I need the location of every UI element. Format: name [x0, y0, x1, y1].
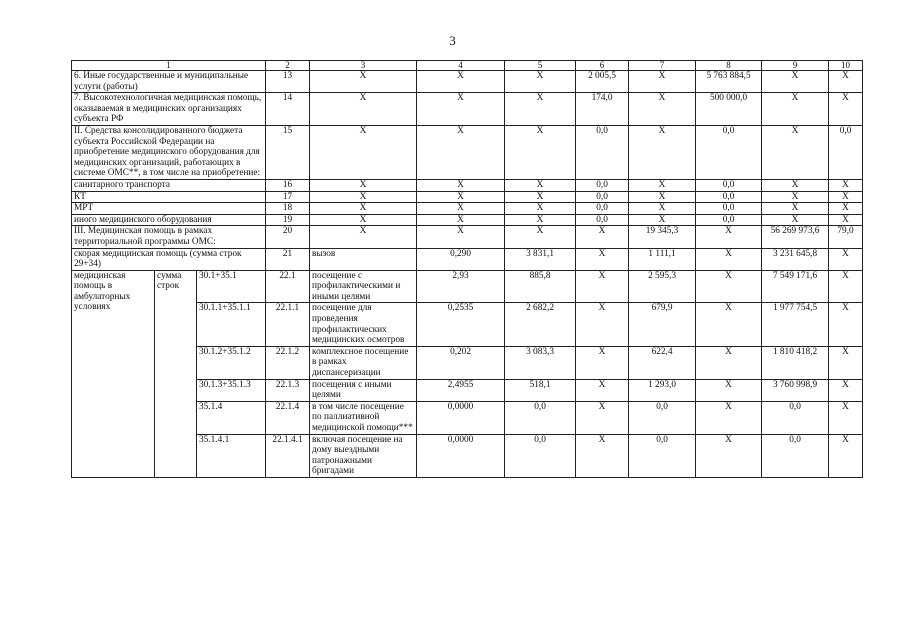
table-cell: X [629, 179, 696, 191]
table-cell: X [762, 214, 829, 226]
table-cell: X [696, 270, 762, 303]
table-row [72, 214, 863, 226]
row-number: 20 [266, 226, 310, 248]
table-cell: X [829, 191, 863, 203]
unit-cell: посещения с иными целями [310, 379, 417, 401]
table-cell: X [829, 434, 863, 477]
row-number: 16 [266, 179, 310, 191]
table-cell: X [696, 401, 762, 434]
table-cell: X [762, 191, 829, 203]
table-row [72, 93, 863, 126]
table-cell: 0,0 [829, 125, 863, 179]
table-cell: X [629, 125, 696, 179]
table-cell: 2 682,2 [505, 303, 576, 346]
table-cell: 0,0 [696, 179, 762, 191]
table-cell: X [629, 71, 696, 93]
table-cell: X [762, 203, 829, 215]
table-cell: 3 231 645,8 [762, 248, 829, 270]
table-cell: 0,0 [629, 401, 696, 434]
table-cell: X [762, 125, 829, 179]
unit-cell: посещение с профилактическими и иными целями [310, 270, 417, 303]
row-number: 22.1.1 [266, 303, 310, 346]
table-cell: X [505, 191, 576, 203]
header-row [72, 61, 863, 71]
row-number: 15 [266, 125, 310, 179]
medical-budget-table [71, 60, 863, 478]
table-cell: 0,0 [576, 125, 629, 179]
table-cell: 0,0 [576, 191, 629, 203]
table-row [72, 203, 863, 215]
row-number: 19 [266, 214, 310, 226]
table-cell: 0,0 [576, 214, 629, 226]
row-number: 22.1 [266, 270, 310, 303]
table-cell: X [696, 303, 762, 346]
column-header: 9 [762, 61, 829, 71]
row-formula: 30.1.2+35.1.2 [197, 346, 266, 379]
table-cell: 0,0 [576, 179, 629, 191]
column-header: 6 [576, 61, 629, 71]
column-header: 7 [629, 61, 696, 71]
table-cell: X [576, 346, 629, 379]
table-cell: X [576, 401, 629, 434]
table-cell: 3 831,1 [505, 248, 576, 270]
table-cell: 5 763 884,5 [696, 71, 762, 93]
table-cell: 518,1 [505, 379, 576, 401]
row-formula: 35.1.4 [197, 401, 266, 434]
section-label: медицинская помощь в амбулаторных условиях [72, 270, 155, 477]
table-cell: 0,0 [576, 203, 629, 215]
row-formula: 30.1+35.1 [197, 270, 266, 303]
table-cell: 0,0 [696, 191, 762, 203]
table-cell: 0,0 [696, 214, 762, 226]
table-cell: X [417, 214, 505, 226]
row-label: санитарного транспорта [72, 179, 266, 191]
column-header: 5 [505, 61, 576, 71]
table-cell: X [576, 379, 629, 401]
table-cell: X [417, 93, 505, 126]
table-cell: X [310, 179, 417, 191]
table-cell: 500 000,0 [696, 93, 762, 126]
unit-cell: включая посещение на дому выездными патронажными бригадами [310, 434, 417, 477]
table-cell: 1 293,0 [629, 379, 696, 401]
table-cell: X [310, 226, 417, 248]
row-label: II. Средства консолидированного бюджета субъекта Российской Федерации на приобретение медицинского оборудования для медицинских организаций, работающих в системе ОМС**, в том числе на приобретение: [72, 125, 266, 179]
table-cell: X [829, 248, 863, 270]
table-cell: 1 111,1 [629, 248, 696, 270]
table-cell: X [829, 270, 863, 303]
table-cell: 19 345,3 [629, 226, 696, 248]
table-cell: 0,0 [696, 125, 762, 179]
table-cell: 885,8 [505, 270, 576, 303]
column-header: 8 [696, 61, 762, 71]
row-formula: 30.1.1+35.1.1 [197, 303, 266, 346]
table-cell: 0,0 [505, 434, 576, 477]
table-cell: 56 269 973,6 [762, 226, 829, 248]
table-cell: X [829, 379, 863, 401]
table-cell: 0,0000 [417, 401, 505, 434]
table-row [72, 179, 863, 191]
table-cell: 3 083,3 [505, 346, 576, 379]
table-cell: X [417, 203, 505, 215]
table-cell: 0,0 [505, 401, 576, 434]
row-number: 14 [266, 93, 310, 126]
table-cell: 622,4 [629, 346, 696, 379]
table-cell: X [696, 226, 762, 248]
table-cell: 2 005,5 [576, 71, 629, 93]
table-cell: X [829, 203, 863, 215]
table-cell: 0,0000 [417, 434, 505, 477]
table-cell: X [762, 179, 829, 191]
table-cell: X [696, 434, 762, 477]
sum-label: сумма строк [155, 270, 197, 477]
table-cell: X [576, 248, 629, 270]
table-row [72, 191, 863, 203]
table-cell: X [310, 93, 417, 126]
table-cell: X [629, 203, 696, 215]
table-cell: X [829, 93, 863, 126]
table-cell: X [505, 203, 576, 215]
row-formula: 35.1.4.1 [197, 434, 266, 477]
table-cell: 679,9 [629, 303, 696, 346]
table-cell: 0,202 [417, 346, 505, 379]
table-cell: 0,0 [762, 434, 829, 477]
unit-cell: комплексное посещение в рамках диспансеризации [310, 346, 417, 379]
table-cell: X [576, 303, 629, 346]
table-cell: X [505, 214, 576, 226]
page-number: 3 [449, 33, 456, 48]
table-cell: 2,93 [417, 270, 505, 303]
table-cell: X [762, 93, 829, 126]
table-cell: X [417, 226, 505, 248]
unit-cell: в том числе посещение по паллиативной медицинской помощи*** [310, 401, 417, 434]
row-label: 7. Высокотехнологичная медицинская помощь, оказываемая в медицинских организациях субъекта РФ [72, 93, 266, 126]
column-header: 4 [417, 61, 505, 71]
table-cell: X [417, 125, 505, 179]
row-label: иного медицинского оборудования [72, 214, 266, 226]
table-cell: X [576, 270, 629, 303]
row-number: 22.1.4 [266, 401, 310, 434]
table-cell: 0,0 [629, 434, 696, 477]
table-cell: 2,4955 [417, 379, 505, 401]
table-cell: 79,0 [829, 226, 863, 248]
table-row [72, 71, 863, 93]
table-cell: X [310, 71, 417, 93]
table-cell: 3 760 998,9 [762, 379, 829, 401]
table-cell: X [829, 303, 863, 346]
table-cell: X [310, 125, 417, 179]
table-cell: X [829, 179, 863, 191]
table-cell: X [829, 346, 863, 379]
table-row [72, 248, 863, 270]
table-cell: 0,0 [696, 203, 762, 215]
table-cell: X [829, 401, 863, 434]
table-cell: X [829, 71, 863, 93]
table-cell: X [505, 226, 576, 248]
table-cell: X [310, 191, 417, 203]
table-cell: X [629, 93, 696, 126]
table-cell: X [629, 191, 696, 203]
table-cell: X [417, 71, 505, 93]
row-label: 6. Иные государственные и муниципальные услуги (работы) [72, 71, 266, 93]
row-number: 21 [266, 248, 310, 270]
table-cell: вызов [310, 248, 417, 270]
table-cell: X [310, 214, 417, 226]
table-cell: X [310, 203, 417, 215]
column-header: 1 [72, 61, 266, 71]
table-cell: X [696, 248, 762, 270]
row-label: МРТ [72, 203, 266, 215]
row-number: 22.1.2 [266, 346, 310, 379]
row-number: 22.1.3 [266, 379, 310, 401]
table-cell: X [762, 71, 829, 93]
table-row [72, 270, 863, 303]
row-number: 18 [266, 203, 310, 215]
table-row [72, 226, 863, 248]
table-cell: X [629, 214, 696, 226]
table-cell: 0,290 [417, 248, 505, 270]
table-cell: X [417, 179, 505, 191]
table-row [72, 125, 863, 179]
table-cell: X [505, 179, 576, 191]
table-cell: X [417, 191, 505, 203]
column-header: 3 [310, 61, 417, 71]
table-cell: 174,0 [576, 93, 629, 126]
table-cell: X [505, 93, 576, 126]
row-label: скорая медицинская помощь (сумма строк 29+34) [72, 248, 266, 270]
table-cell: X [696, 379, 762, 401]
table-cell: X [505, 125, 576, 179]
row-label: КТ [72, 191, 266, 203]
unit-cell: посещение для проведения профилактических медицинских осмотров [310, 303, 417, 346]
table-cell: 1 977 754,5 [762, 303, 829, 346]
table-cell: 0,0 [762, 401, 829, 434]
row-label: III. Медицинская помощь в рамках территориальной программы ОМС: [72, 226, 266, 248]
table-cell: X [576, 226, 629, 248]
table-cell: X [505, 71, 576, 93]
table-cell: 7 549 171,6 [762, 270, 829, 303]
row-formula: 30.1.3+35.1.3 [197, 379, 266, 401]
table-cell: X [696, 346, 762, 379]
row-number: 17 [266, 191, 310, 203]
table-cell: 2 595,3 [629, 270, 696, 303]
row-number: 13 [266, 71, 310, 93]
table-cell: X [576, 434, 629, 477]
column-header: 2 [266, 61, 310, 71]
table-cell: 0,2535 [417, 303, 505, 346]
table-cell: X [829, 214, 863, 226]
row-number: 22.1.4.1 [266, 434, 310, 477]
table-cell: 1 810 418,2 [762, 346, 829, 379]
column-header: 10 [829, 61, 863, 71]
